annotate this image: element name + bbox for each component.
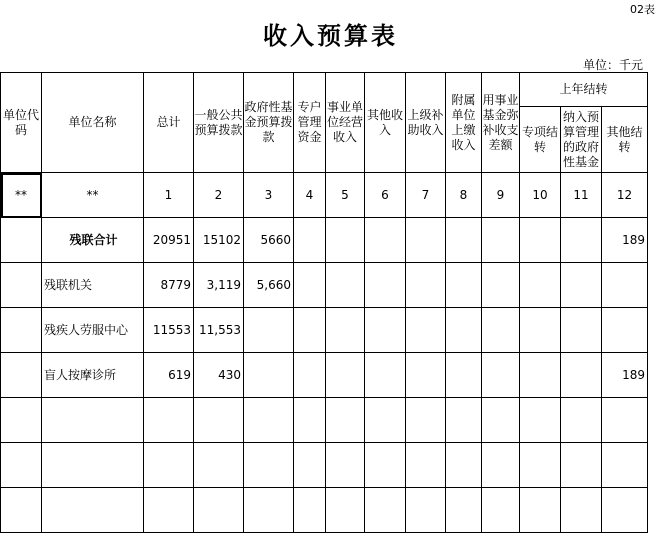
cell-total[interactable]: 11553	[144, 308, 194, 353]
cell[interactable]	[561, 308, 602, 353]
cell[interactable]	[446, 488, 482, 533]
cell[interactable]	[144, 398, 194, 443]
cell[interactable]	[294, 443, 326, 488]
index-cell[interactable]: 1	[144, 173, 194, 218]
cell-gov[interactable]: 5,660	[244, 263, 294, 308]
cell[interactable]	[520, 308, 561, 353]
cell-general[interactable]: 15102	[194, 218, 244, 263]
header-special-carry[interactable]: 专项结转	[520, 107, 561, 173]
index-cell[interactable]: 5	[326, 173, 365, 218]
header-other-carry[interactable]: 其他结转	[602, 107, 648, 173]
cell[interactable]	[365, 308, 406, 353]
index-cell[interactable]: 3	[244, 173, 294, 218]
unit-label: 单位：千元	[582, 58, 643, 72]
cell[interactable]	[365, 218, 406, 263]
cell[interactable]	[42, 488, 144, 533]
header-total[interactable]: 总计	[144, 73, 194, 173]
table-row	[1, 218, 648, 263]
cell[interactable]	[365, 488, 406, 533]
header-general-budget[interactable]: 一般公共预算拨款	[194, 73, 244, 173]
page-title: 收入预算表	[263, 21, 398, 50]
cell[interactable]	[520, 488, 561, 533]
cell[interactable]	[1, 443, 42, 488]
cell[interactable]	[1, 263, 42, 308]
index-cell[interactable]: 8	[446, 173, 482, 218]
cell[interactable]	[406, 353, 446, 398]
cell-other-carry[interactable]	[602, 308, 648, 353]
header-business-income[interactable]: 事业单位经营收入	[326, 73, 365, 173]
cell[interactable]	[326, 218, 365, 263]
cell[interactable]	[294, 353, 326, 398]
cell[interactable]	[294, 308, 326, 353]
cell[interactable]	[365, 263, 406, 308]
cell[interactable]	[406, 263, 446, 308]
cell[interactable]	[244, 488, 294, 533]
cell[interactable]	[446, 308, 482, 353]
cell-general[interactable]: 11,553	[194, 308, 244, 353]
cell[interactable]	[294, 398, 326, 443]
cell[interactable]	[244, 443, 294, 488]
cell[interactable]	[144, 443, 194, 488]
index-cell[interactable]: 4	[294, 173, 326, 218]
cell[interactable]	[294, 263, 326, 308]
cell[interactable]	[520, 353, 561, 398]
header-affiliated-income[interactable]: 附属单位上缴收入	[446, 73, 482, 173]
cell[interactable]	[365, 443, 406, 488]
header-unit-code[interactable]: 单位代码	[1, 73, 42, 173]
cell[interactable]	[365, 353, 406, 398]
index-cell[interactable]: **	[42, 173, 144, 218]
header-gov-fund[interactable]: 政府性基金预算拨款	[244, 73, 294, 173]
table-row-empty	[1, 398, 648, 443]
cell-unit-name[interactable]: 残联机关	[42, 263, 144, 308]
cell-gov[interactable]: 5660	[244, 218, 294, 263]
cell[interactable]	[482, 263, 520, 308]
cell[interactable]	[602, 443, 648, 488]
cell[interactable]	[446, 398, 482, 443]
index-cell[interactable]: 6	[365, 173, 406, 218]
table-row-empty	[1, 443, 648, 488]
cell[interactable]	[482, 488, 520, 533]
header-upper-subsidy[interactable]: 上级补助收入	[406, 73, 446, 173]
cell[interactable]	[482, 353, 520, 398]
cell-gov[interactable]	[244, 308, 294, 353]
cell-other-carry[interactable]: 189	[602, 353, 648, 398]
cell[interactable]	[294, 218, 326, 263]
cell[interactable]	[561, 443, 602, 488]
index-cell[interactable]: 2	[194, 173, 244, 218]
cell[interactable]	[194, 488, 244, 533]
cell[interactable]	[561, 218, 602, 263]
cell[interactable]	[1, 308, 42, 353]
cell-unit-name[interactable]: 盲人按摩诊所	[42, 353, 144, 398]
cell-general[interactable]: 430	[194, 353, 244, 398]
cell[interactable]	[446, 218, 482, 263]
cell[interactable]	[194, 443, 244, 488]
cell[interactable]	[244, 398, 294, 443]
cell[interactable]	[144, 488, 194, 533]
income-budget-table	[0, 72, 648, 533]
cell-unit-name[interactable]: 残疾人劳服中心	[42, 308, 144, 353]
cell[interactable]	[326, 398, 365, 443]
cell[interactable]	[561, 398, 602, 443]
cell[interactable]	[406, 218, 446, 263]
cell[interactable]	[326, 443, 365, 488]
cell[interactable]	[326, 353, 365, 398]
table-row	[1, 263, 648, 308]
cell[interactable]	[42, 443, 144, 488]
cell-total[interactable]: 8779	[144, 263, 194, 308]
cell[interactable]	[406, 443, 446, 488]
cell[interactable]	[1, 488, 42, 533]
cell-unit-name[interactable]: 残联合计	[42, 218, 144, 263]
table-row	[1, 353, 648, 398]
cell-total[interactable]: 20951	[144, 218, 194, 263]
cell[interactable]	[406, 398, 446, 443]
header-special-fund[interactable]: 专户管理资金	[294, 73, 326, 173]
cell[interactable]	[561, 353, 602, 398]
header-other-income[interactable]: 其他收入	[365, 73, 406, 173]
cell[interactable]	[602, 398, 648, 443]
cell[interactable]	[194, 398, 244, 443]
cell[interactable]	[482, 308, 520, 353]
cell[interactable]	[602, 488, 648, 533]
cell[interactable]	[520, 218, 561, 263]
cell[interactable]	[1, 218, 42, 263]
cell[interactable]	[294, 488, 326, 533]
cell[interactable]	[406, 308, 446, 353]
cell-other-carry[interactable]	[602, 263, 648, 308]
cell[interactable]	[326, 308, 365, 353]
cell-gov[interactable]	[244, 353, 294, 398]
sheet-code: 02表	[630, 3, 655, 16]
table-row-empty	[1, 488, 648, 533]
index-cell-selected[interactable]: **	[1, 173, 42, 218]
index-cell[interactable]: 12	[602, 173, 648, 218]
cell-other-carry[interactable]: 189	[602, 218, 648, 263]
index-cell[interactable]: 9	[482, 173, 520, 218]
cell[interactable]	[520, 398, 561, 443]
cell[interactable]	[561, 263, 602, 308]
cell[interactable]	[42, 398, 144, 443]
index-cell[interactable]: 7	[406, 173, 446, 218]
cell-general[interactable]: 3,119	[194, 263, 244, 308]
table-row	[1, 308, 648, 353]
cell[interactable]	[561, 488, 602, 533]
cell[interactable]	[482, 443, 520, 488]
cell[interactable]	[1, 398, 42, 443]
cell[interactable]	[520, 263, 561, 308]
header-gov-fund-carry[interactable]: 纳入预算管理的政府性基金	[561, 107, 602, 173]
cell[interactable]	[482, 398, 520, 443]
header-unit-name[interactable]: 单位名称	[42, 73, 144, 173]
cell[interactable]	[446, 263, 482, 308]
cell-total[interactable]: 619	[144, 353, 194, 398]
header-carryover[interactable]: 上年结转	[520, 73, 648, 107]
index-cell[interactable]: 10	[520, 173, 561, 218]
cell[interactable]	[446, 443, 482, 488]
cell[interactable]	[326, 263, 365, 308]
cell[interactable]	[520, 443, 561, 488]
index-cell[interactable]: 11	[561, 173, 602, 218]
cell[interactable]	[482, 218, 520, 263]
cell[interactable]	[326, 488, 365, 533]
cell[interactable]	[1, 353, 42, 398]
cell[interactable]	[365, 398, 406, 443]
header-fund-balance[interactable]: 用事业基金弥补收支差额	[482, 73, 520, 173]
cell[interactable]	[406, 488, 446, 533]
cell[interactable]	[446, 353, 482, 398]
